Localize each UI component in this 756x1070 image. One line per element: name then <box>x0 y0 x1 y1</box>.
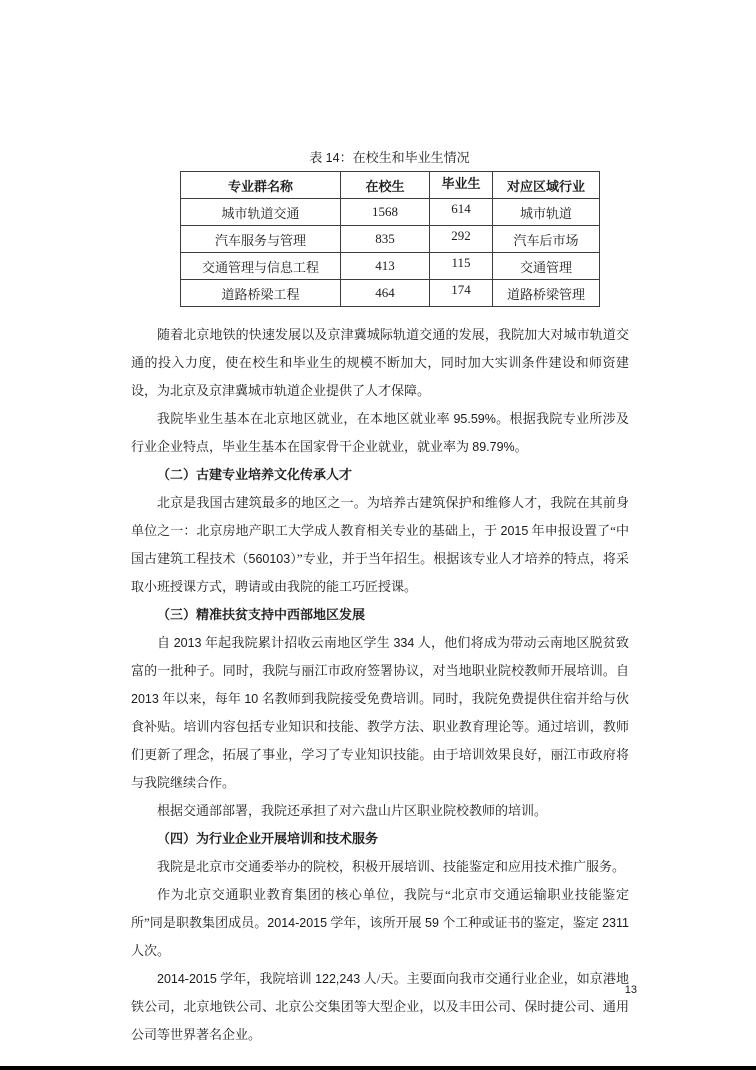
paragraph: 我院是北京市交通委举办的院校，积极开展培训、技能鉴定和应用技术推广服务。 <box>157 859 626 874</box>
table-cell: 292 <box>430 226 493 253</box>
section-heading: （二）古建专业培养文化传承人才 <box>157 467 353 482</box>
section-heading: （四）为行业企业开展培训和技术服务 <box>157 831 379 846</box>
students-graduates-table <box>180 171 600 307</box>
latin-text: 2015 <box>500 524 529 538</box>
table-cell: 174 <box>430 280 493 307</box>
table-cell: 1568 <box>341 199 430 226</box>
table-cell: 614 <box>430 199 493 226</box>
table-header-cell: 毕业生 <box>430 172 493 199</box>
latin-text: 59 <box>425 916 439 930</box>
body-text <box>131 321 629 1049</box>
paragraph: 根据交通部部署，我院还承担了对六盘山片区职业院校教师的培训。 <box>157 803 548 818</box>
table-caption: 表 14：在校生和毕业生情况 <box>309 150 470 165</box>
latin-text: 560103 <box>248 552 291 566</box>
latin-text: 89.79% <box>472 440 515 454</box>
table-cell: 413 <box>341 253 430 280</box>
table-row <box>181 199 600 226</box>
paragraph: 作为北京交通职业教育集团的核心单位，我院与“北京市交通运输职业技能鉴定所”同是职教集团成员。2014-2015 学年，该所开展 59 个工种或证书的鉴定，鉴定 2311 人次。 <box>131 887 629 958</box>
latin-text: 2014-2015 <box>267 916 328 930</box>
table-cell: 汽车后市场 <box>493 226 600 253</box>
latin-text: 334 <box>393 636 415 650</box>
table-cell: 道路桥梁工程 <box>181 280 341 307</box>
table-header-row <box>181 172 600 199</box>
latin-text: 10 <box>244 692 259 706</box>
latin-text: 14 <box>325 151 340 165</box>
paragraph: 北京是我国古建筑最多的地区之一。为培养古建筑保护和维修人才，我院在其前身单位之一：北京房地产职工大学成人教育相关专业的基础上，于 2015 年申报设置了“中国古建筑工程技术（560103）”专业，并于当年招生。根据该专业人才培养的特点，将采取小班授课方式，聘请或由我院的能工巧匠授课。 <box>131 495 629 594</box>
table-row <box>181 253 600 280</box>
table-cell: 464 <box>341 280 430 307</box>
table-header-cell: 在校生 <box>341 172 430 199</box>
table-body <box>181 199 600 307</box>
paragraph: 我院毕业生基本在北京地区就业，在本地区就业率 95.59%。根据我院专业所涉及行业企业特点，毕业生基本在国家骨干企业就业，就业率为 89.79%。 <box>131 411 629 454</box>
table-cell: 城市轨道 <box>493 199 600 226</box>
table-cell: 城市轨道交通 <box>181 199 341 226</box>
table-cell: 115 <box>430 253 493 280</box>
latin-text: 2014-2015 <box>157 972 217 986</box>
table-header-cell: 对应区域行业 <box>493 172 600 199</box>
latin-text: 95.59% <box>453 412 496 426</box>
table-header-cell: 专业群名称 <box>181 172 341 199</box>
students-table-block <box>180 150 599 307</box>
paragraph: 自 2013 年起我院累计招收云南地区学生 334 人，他们将成为带动云南地区脱贫致富的一批种子。同时，我院与丽江市政府签署协议，对当地职业院校教师开展培训。自 2013 年以来，每年 10 名教师到我院接受免费培训。同时，我院免费提供住宿并给与伙食补贴。培训内容包括专业知识和技能、教学方法、职业教育理论等。通过培训，教师们更新了理念，拓展了事业，学习了专业知识技能。由于培训效果良好，丽江市政府将与我院继续合作。 <box>131 635 629 790</box>
table-cell: 交通管理与信息工程 <box>181 253 341 280</box>
table-row <box>181 226 600 253</box>
page-bottom-edge <box>0 1066 756 1070</box>
table-cell: 835 <box>341 226 430 253</box>
table-cell: 汽车服务与管理 <box>181 226 341 253</box>
latin-text: 2013 <box>131 692 159 706</box>
page-content <box>131 150 629 1049</box>
table-row <box>181 172 600 199</box>
table-row <box>181 280 600 307</box>
paragraph: 2014-2015 学年，我院培训 122,243 人/天。主要面向我市交通行业企业，如京港地铁公司，北京地铁公司、北京公交集团等大型企业，以及丰田公司、保时捷公司、通用公司等世界著名企业。 <box>131 971 629 1042</box>
paragraph: 随着北京地铁的快速发展以及京津冀城际轨道交通的发展，我院加大对城市轨道交通的投入力度，使在校生和毕业生的规模不断加大，同时加大实训条件建设和师资建设，为北京及京津冀城市轨道企业提供了人才保障。 <box>131 327 629 398</box>
section-heading: （三）精准扶贫支持中西部地区发展 <box>157 607 366 622</box>
table-cell: 交通管理 <box>493 253 600 280</box>
latin-text: 2311 <box>602 916 629 930</box>
page-number: 13 <box>624 984 637 996</box>
table-cell: 道路桥梁管理 <box>493 280 600 307</box>
latin-text: 2013 <box>173 636 202 650</box>
latin-text: 122,243 <box>315 972 361 986</box>
